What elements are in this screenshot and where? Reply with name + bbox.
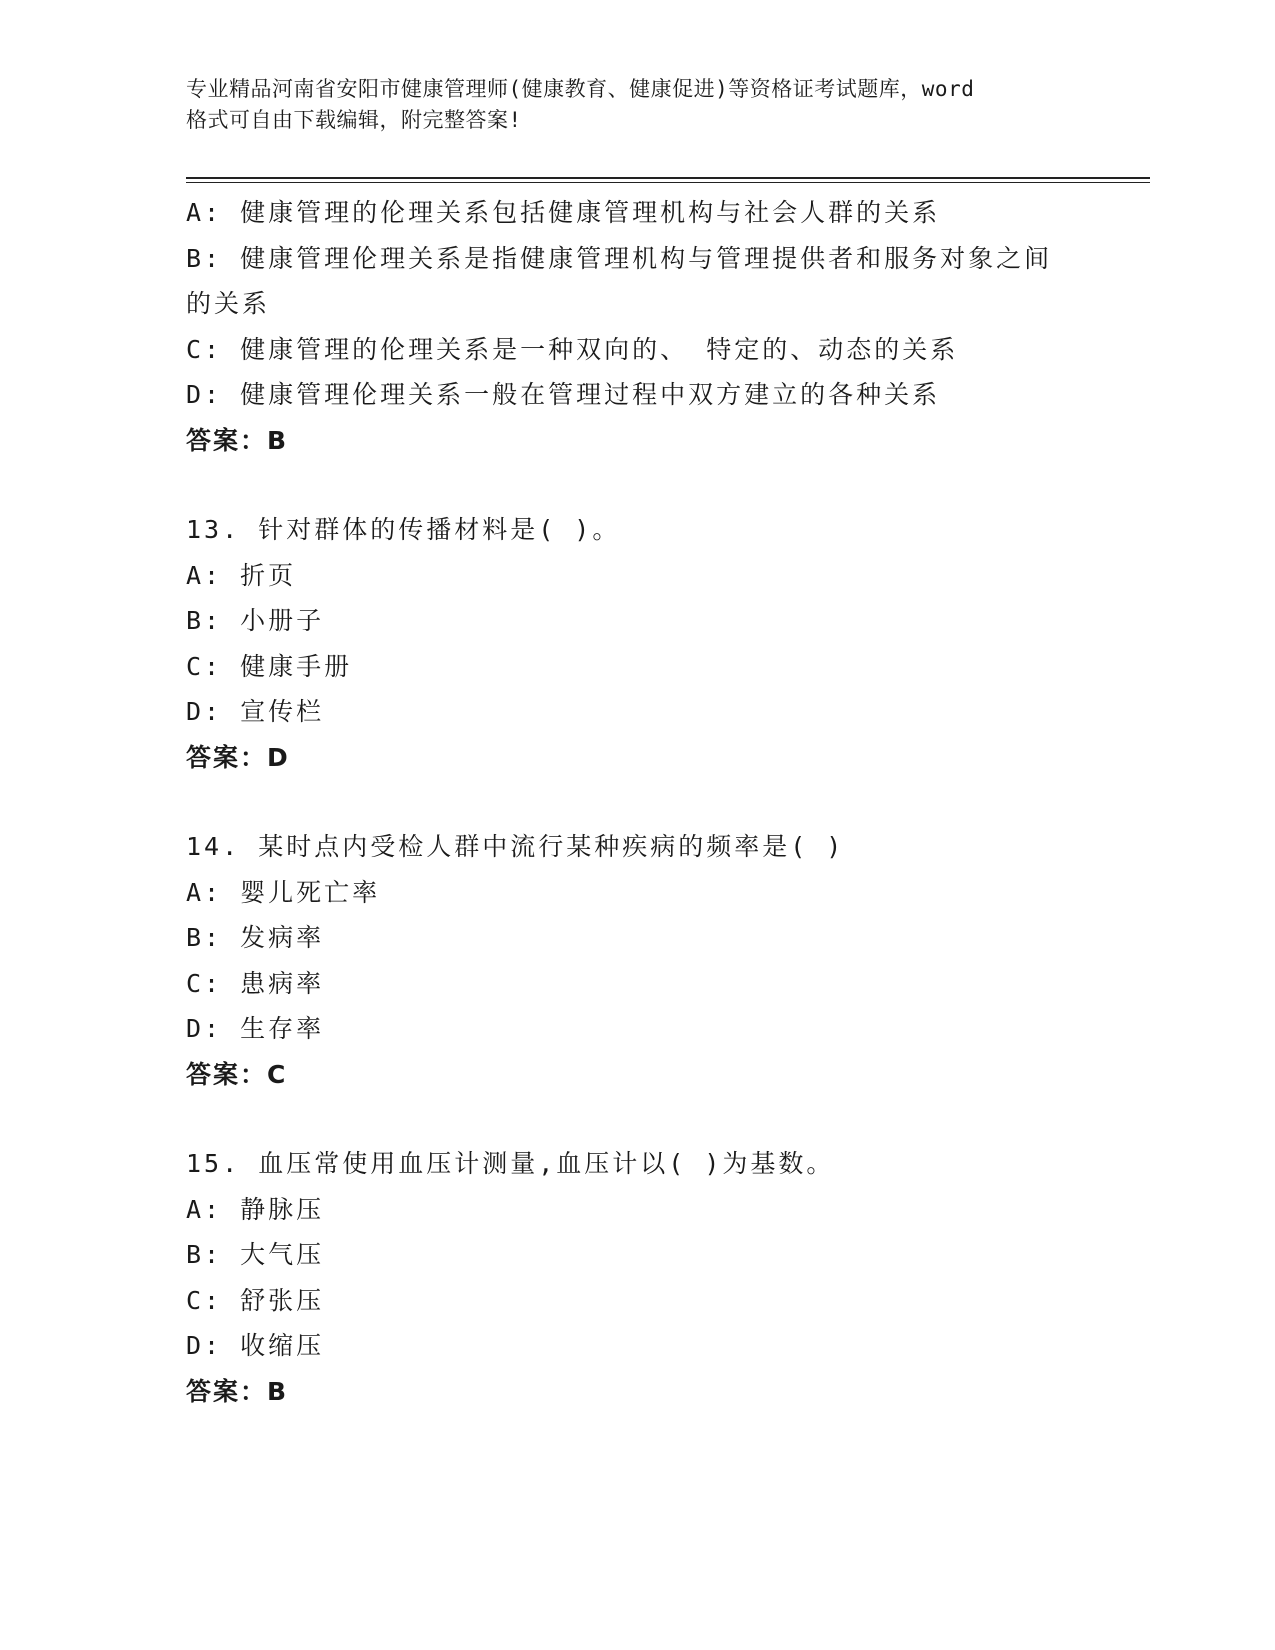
question-stem: 15. 血压常使用血压计测量,血压计以( )为基数。	[186, 1149, 835, 1178]
option-b: B: 小册子	[186, 606, 325, 635]
question-stem: 14. 某时点内受检人群中流行某种疾病的频率是( )	[186, 832, 845, 861]
question-spacer	[186, 780, 1086, 824]
answer-label: 答案：B	[186, 425, 289, 455]
answer-label: 答案：C	[186, 1059, 288, 1089]
document-header	[186, 74, 1086, 136]
question-stem: 13. 针对群体的传播材料是( )。	[186, 515, 621, 544]
question-block-13	[186, 507, 1086, 780]
option-c: C: 舒张压	[186, 1285, 325, 1315]
option-b: B: 健康管理伦理关系是指健康管理机构与管理提供者和服务对象之间	[186, 243, 1053, 273]
header-divider-thin	[186, 182, 1150, 183]
option-a: A: 静脉压	[186, 1194, 325, 1224]
question-block-12	[186, 190, 1086, 463]
option-c: C: 健康手册	[186, 651, 353, 681]
question-block-14	[186, 824, 1086, 1097]
option-b: B: 大气压	[186, 1240, 325, 1269]
header-line-2: 格式可自由下载编辑，附完整答案!	[186, 108, 522, 132]
option-d: D: 收缩压	[186, 1331, 325, 1360]
option-d: D: 生存率	[186, 1014, 325, 1043]
option-c: C: 患病率	[186, 968, 325, 998]
header-line-1: 专业精品河南省安阳市健康管理师(健康教育、健康促进)等资格证考试题库，word	[186, 77, 975, 101]
option-a: A: 婴儿死亡率	[186, 877, 381, 907]
question-spacer	[186, 1097, 1086, 1141]
answer-label: 答案：B	[186, 1376, 289, 1406]
option-d: D: 宣传栏	[186, 697, 325, 726]
option-c: C: 健康管理的伦理关系是一种双向的、 特定的、动态的关系	[186, 334, 959, 364]
option-b: B: 发病率	[186, 923, 325, 952]
answer-label: 答案：D	[186, 742, 290, 772]
option-a: A: 折页	[186, 560, 297, 590]
header-divider-thick	[186, 177, 1150, 179]
question-list	[186, 190, 1086, 1414]
question-spacer	[186, 463, 1086, 507]
option-a: A: 健康管理的伦理关系包括健康管理机构与社会人群的关系	[186, 198, 941, 227]
option-d: D: 健康管理伦理关系一般在管理过程中双方建立的各种关系	[186, 380, 941, 409]
option-b-continued: 的关系	[186, 289, 271, 318]
question-block-15	[186, 1141, 1086, 1414]
